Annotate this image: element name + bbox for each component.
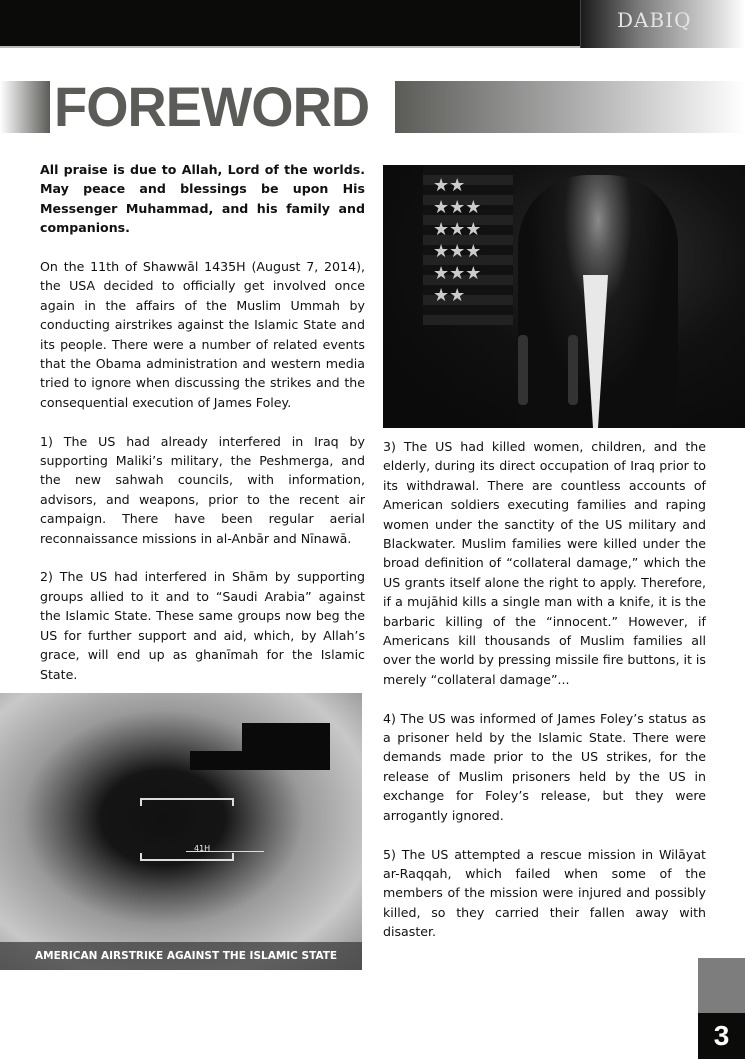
page-number-box — [698, 958, 745, 1059]
title-banner — [0, 75, 745, 138]
paragraph: 5) The US attempted a rescue mission in Wilāyat ar-Raqqah, which failed when some of the members of the mission were injured and possibly killed, so they carried their fallen away with disaster. — [383, 846, 706, 940]
microphone — [568, 335, 578, 405]
microphone — [518, 335, 528, 405]
flag-graphic: ★★ ★★★ ★★★ ★★★ ★★★ ★★ — [423, 165, 513, 325]
targeting-bracket — [140, 853, 234, 861]
title-bar-right — [395, 81, 745, 133]
paragraph: 1) The US had already interfered in Iraq by supporting Maliki’s military, the Peshmerga, and the new sahwah councils, with information, advisors, and weapons, prior to the recent air campaign. There have been regular aerial reconnaissance missions in al-Anbār and Nīnawā. — [40, 433, 365, 546]
right-column — [383, 437, 706, 961]
opening-paragraph: All praise is due to Allah, Lord of the worlds. May peace and blessings be upon His Messenger Muhammad, and his family and companions. — [40, 162, 365, 236]
page-number: 3 — [698, 1013, 745, 1059]
redaction-box — [190, 751, 330, 770]
paragraph: 2) The US had interfered in Shām by supporting groups allied to it and to “Saudi Arabia” against the Islamic State. These same groups now beg the US for further support and aid, which, by Allah’s grace, will end up as ghanīmah for the Islamic State. — [40, 569, 365, 682]
paragraph: 3) The US had killed women, children, and the elderly, during its direct occupation of Iraq prior to its withdrawal. There are countless accounts of American soldiers executing families and raping women under the sanctity of the US military and Blackwater. Muslim families were killed under the broad definition of “collateral damage,” which the US grants itself alone the right to apply. Therefore, if a mujāhid kills a single man with a knife, it is the barbaric killing of the “innocent.” However, if Americans kill thousands of Muslim families all over the world by pressing missile fire buttons, it is merely “collateral damage”... — [383, 439, 706, 687]
paragraph: 4) The US was informed of James Foley’s status as a prisoner held by the Islamic State. There were demands made prior to the US strikes, for the release of Muslim prisoners held by the US in exchange for Foley’s release, but they were arrogantly ignored. — [383, 710, 706, 823]
hud-readout: 41H — [194, 844, 211, 853]
photo-caption: AMERICAN AIRSTRIKE AGAINST THE ISLAMIC STATE — [0, 942, 362, 970]
masthead-logo: DABIQ — [617, 8, 692, 32]
speaker-photo — [383, 165, 745, 428]
title-bar-left — [0, 81, 50, 133]
page-title: FOREWORD — [54, 75, 370, 138]
left-column — [40, 160, 365, 703]
airstrike-photo — [0, 693, 362, 970]
paragraph: On the 11th of Shawwāl 1435H (August 7, 2014), the USA decided to officially get involved once again in the affairs of the Muslim Ummah by conducting airstrikes against the Islamic State and its people. There were a number of related events that the Obama administration and western media tried to ignore when discussing the strikes and the consequential execution of James Foley. — [40, 259, 365, 410]
targeting-bracket — [140, 798, 234, 806]
masthead — [580, 0, 745, 48]
